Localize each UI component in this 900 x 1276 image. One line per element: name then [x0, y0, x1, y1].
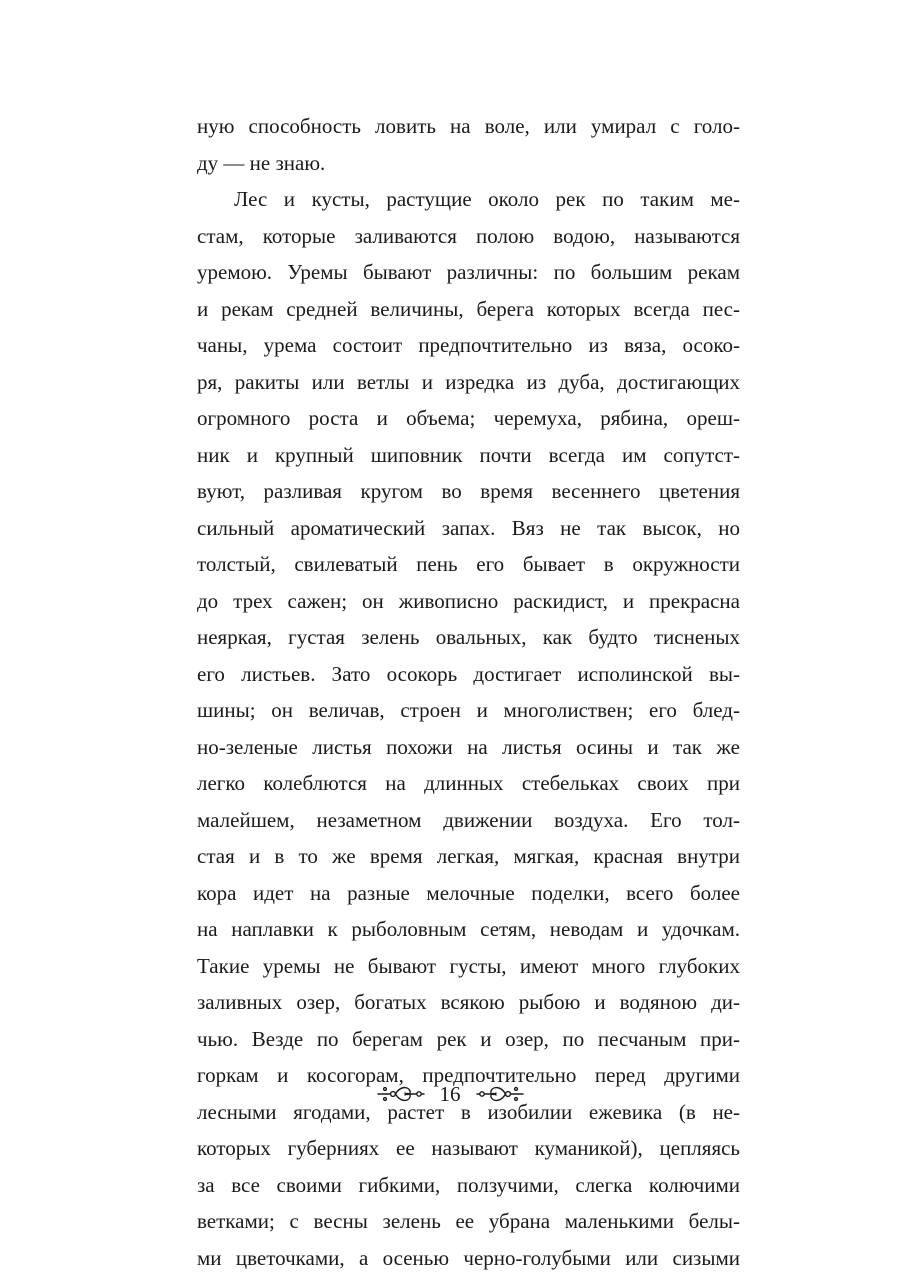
text-line: но-зеленые листья похожи на листья осины и так же [197, 729, 740, 766]
text-line: неяркая, густая зелень овальных, как будто тисненых [197, 619, 740, 656]
text-line: ми цветочками, а осенью черно-голубыми или сизыми [197, 1240, 740, 1276]
page-footer [0, 1082, 900, 1106]
text-line: его листьев. Зато осокорь достигает исполинской вы- [197, 656, 740, 693]
text-line: стая и в то же время легкая, мягкая, красная внутри [197, 838, 740, 875]
text-line: ную способность ловить на воле, или умирал с голо- [197, 108, 740, 145]
text-line: Такие уремы не бывают густы, имеют много глубоких [197, 948, 740, 985]
text-line: ду — не знаю. [197, 145, 740, 182]
text-line: за все своими гибкими, ползучими, слегка колючими [197, 1167, 740, 1204]
text-line: на наплавки к рыболовным сетям, неводам и удочкам. [197, 911, 740, 948]
floral-ornament-icon [376, 1082, 426, 1106]
text-line: огромного роста и объема; черемуха, рябина, ореш- [197, 400, 740, 437]
text-line: уремою. Уремы бывают различны: по большим рекам [197, 254, 740, 291]
text-line: до трех сажен; он живописно раскидист, и прекрасна [197, 583, 740, 620]
text-line: ря, ракиты или ветлы и изредка из дуба, достигающих [197, 364, 740, 401]
text-line: и рекам средней величины, берега которых всегда пес- [197, 291, 740, 328]
text-line: ветками; с весны зелень ее убрана маленькими белы- [197, 1203, 740, 1240]
text-line: заливных озер, богатых всякою рыбою и водяною ди- [197, 984, 740, 1021]
text-line: ник и крупный шиповник почти всегда им сопутст- [197, 437, 740, 474]
text-line: чью. Везде по берегам рек и озер, по песчаным при- [197, 1021, 740, 1058]
text-line: которых губерниях ее называют куманикой), цепляясь [197, 1130, 740, 1167]
text-line: легко колеблются на длинных стебельках своих при [197, 765, 740, 802]
text-line: кора идет на разные мелочные поделки, всего более [197, 875, 740, 912]
text-line: стам, которые заливаются полою водою, называются [197, 218, 740, 255]
text-line: шины; он величав, строен и многолиствен; его блед- [197, 692, 740, 729]
floral-ornament-icon [475, 1082, 525, 1106]
text-line: вуют, разливая кругом во время весеннего цветения [197, 473, 740, 510]
text-line: сильный ароматический запах. Вяз не так высок, но [197, 510, 740, 547]
text-line: лесными ягодами, растет в изобилии ежевика (в не- [197, 1094, 740, 1131]
page-number: 16 [436, 1082, 465, 1106]
text-line: горкам и косогорам, предпочтительно перед другими [197, 1057, 740, 1094]
text-line: малейшем, незаметном движении воздуха. Его тол- [197, 802, 740, 839]
text-line: Лес и кусты, растущие около рек по таким ме- [197, 181, 740, 218]
text-line: толстый, свилеватый пень его бывает в окружности [197, 546, 740, 583]
text-line: чаны, урема состоит предпочтительно из вяза, осоко- [197, 327, 740, 364]
